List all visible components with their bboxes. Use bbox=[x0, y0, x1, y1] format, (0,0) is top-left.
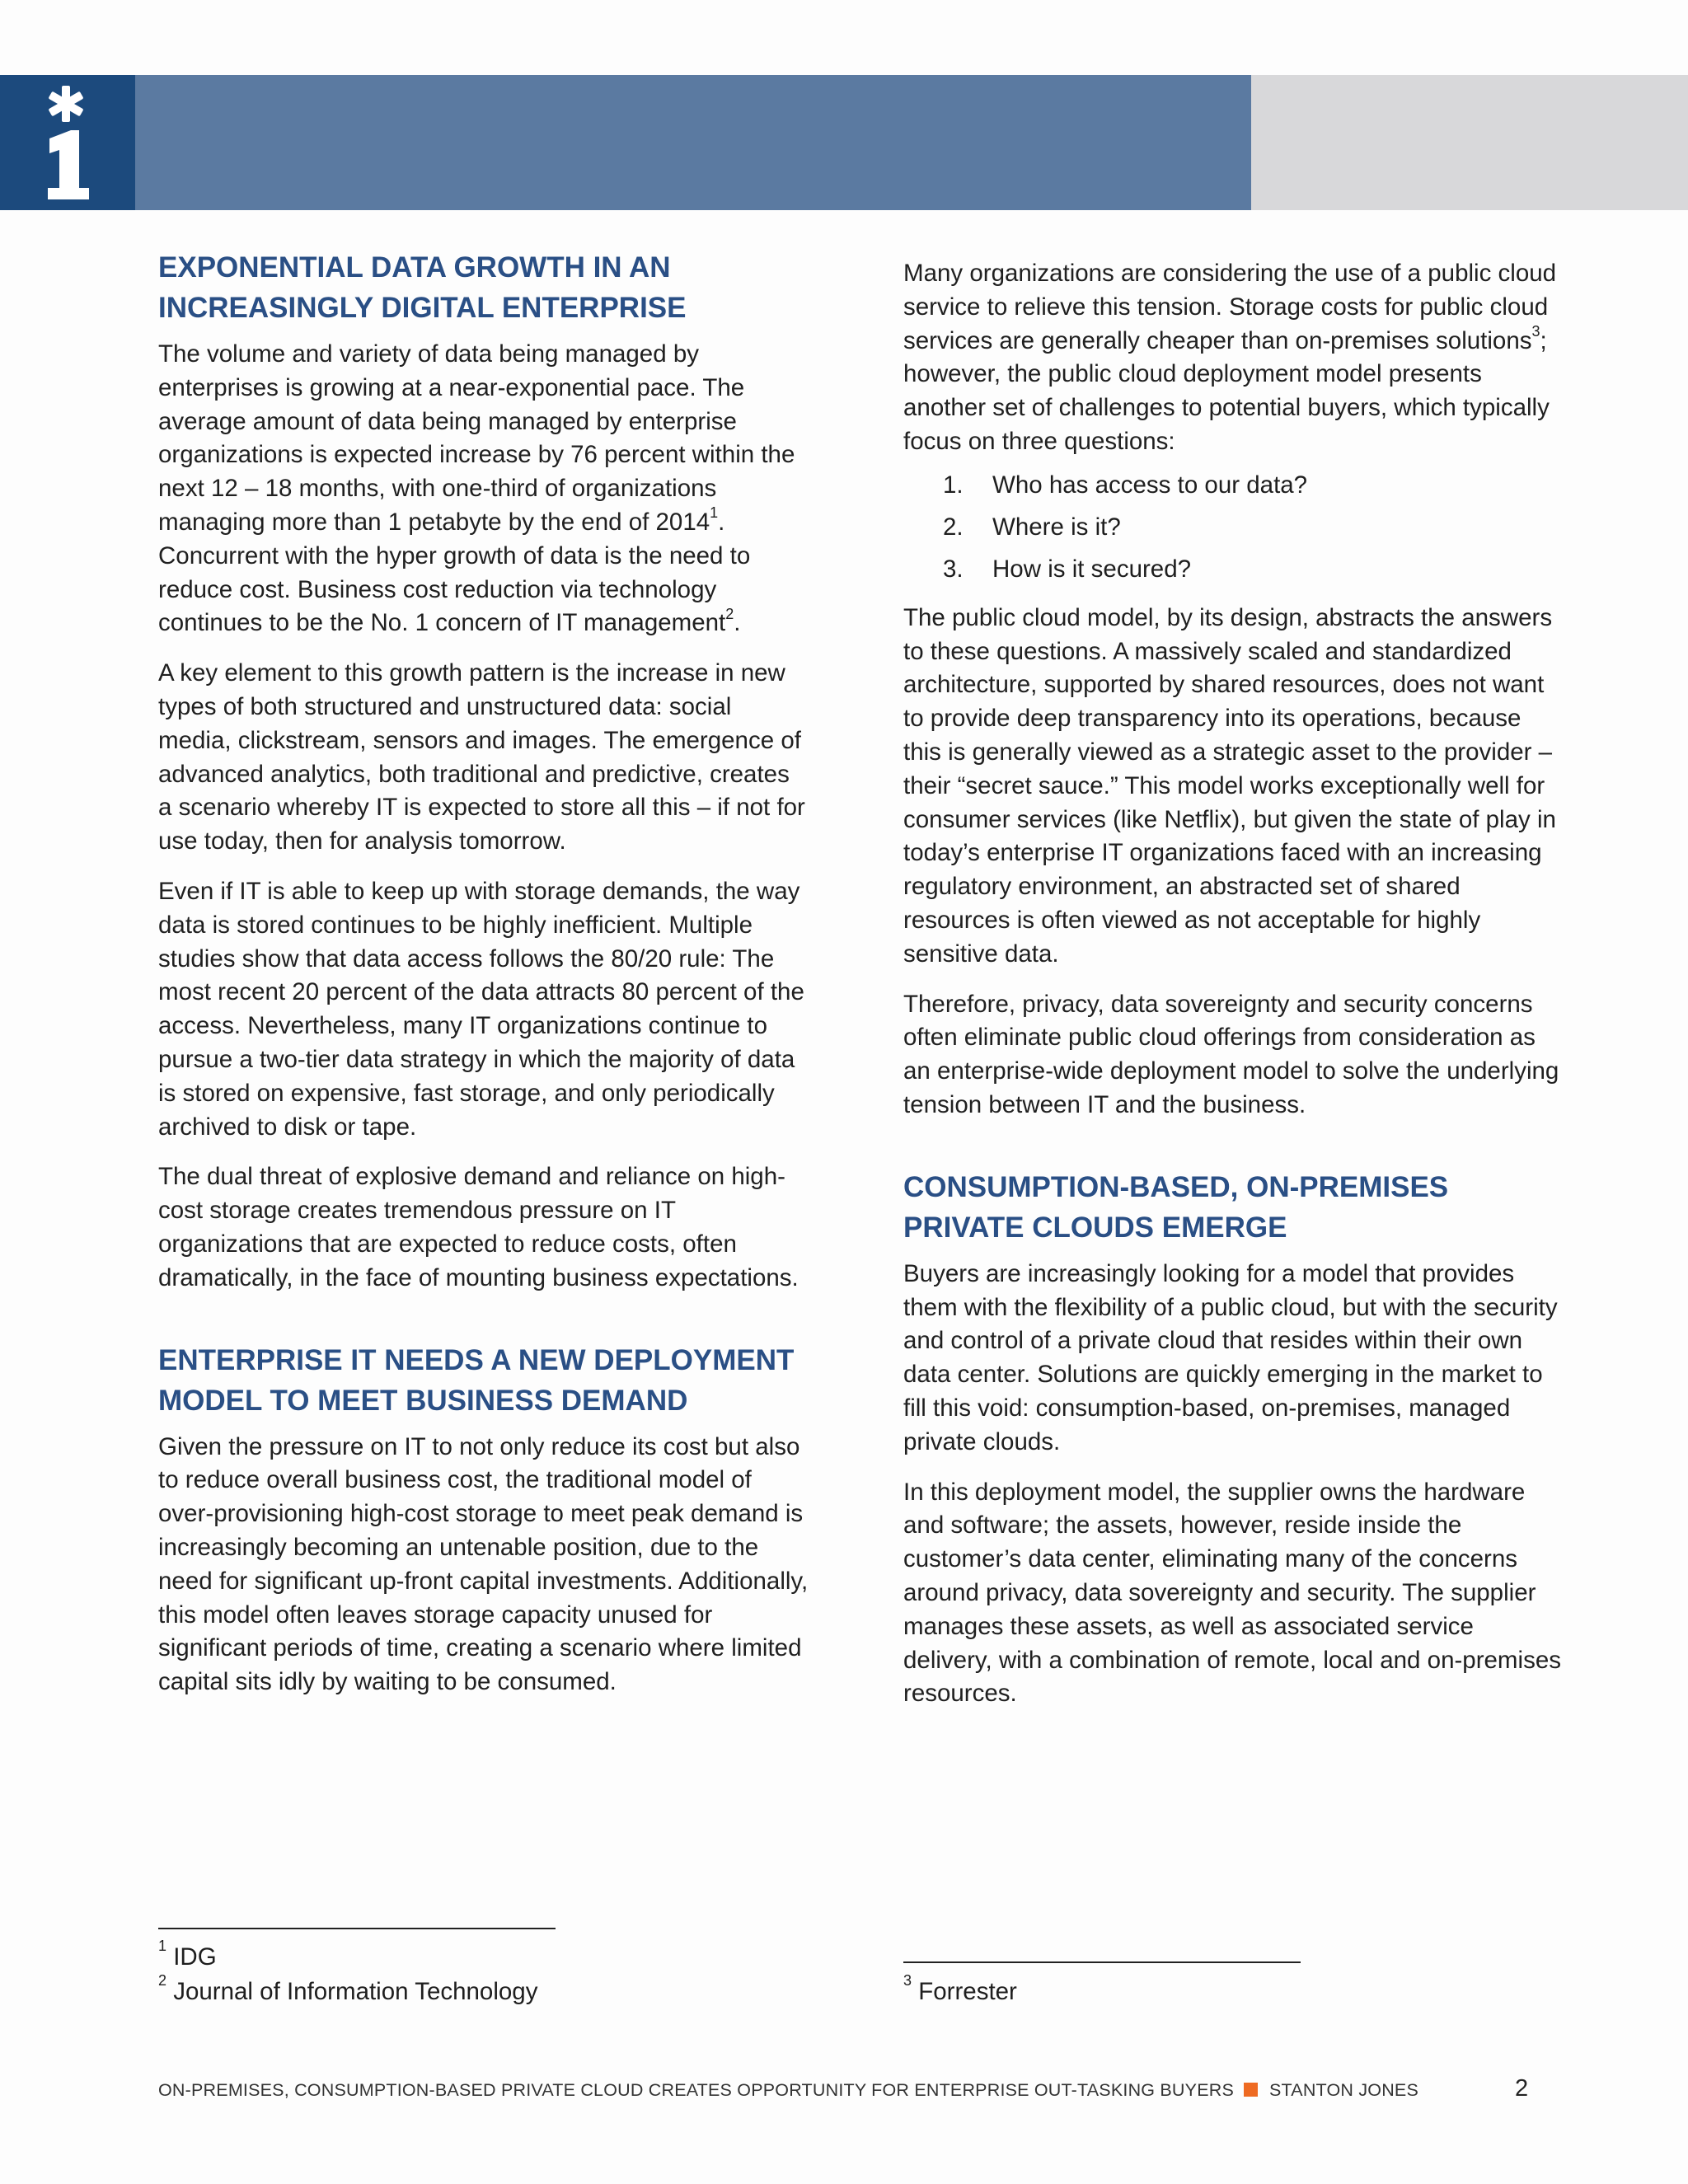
paragraph: The dual threat of explosive demand and reliance on high-cost storage creates tremendous pressure on IT organizations that are expected to reduce costs, often dramatically, in the face of mounting business expectations. bbox=[158, 1163, 799, 1291]
footnote-ref[interactable]: 2 bbox=[725, 605, 734, 622]
paragraph: Given the pressure on IT to not only reduce its cost but also to reduce overall business cost, the traditional model of over-provisioning high-cost storage to meet peak demand is increasingly becoming an untenable position, due to the need for significant up-front capital investments. Additionally, this model often leaves storage capacity unused for significant periods of time, creating a scenario where limited capital sits idly by waiting to be consumed. bbox=[158, 1432, 809, 1696]
footnote: $^2$ Journal of Information Technology bbox=[158, 1972, 538, 2005]
section-heading: CONSUMPTION-BASED, ON-PREMISES PRIVATE CLOUDS EMERGE bbox=[903, 1170, 1449, 1244]
right-column bbox=[903, 257, 1563, 1711]
header-banner-gray bbox=[1251, 75, 1688, 210]
footnote: $^1$ IDG bbox=[158, 1938, 217, 1971]
footnote-ref[interactable]: 3 bbox=[1531, 322, 1540, 340]
paragraph: Buyers are increasingly looking for a model that provides them with the flexibility of a public cloud, but with the security and control of a private cloud that resides within their own data center. Solutions are quickly emerging in the market to fill this void: consumption-based, on-premises, managed private clouds. bbox=[903, 1259, 1558, 1455]
header-banner bbox=[135, 75, 1251, 210]
paragraph: Therefore, privacy, data sovereignty and security concerns often eliminate public cloud offerings from consideration as an enterprise-wide deployment model to solve the underlying tension between IT and the business. bbox=[903, 990, 1559, 1118]
list-item: 2. Where is it? bbox=[943, 513, 1121, 541]
section-heading: EXPONENTIAL DATA GROWTH IN AN INCREASINGLY DIGITAL ENTERPRISE bbox=[158, 251, 687, 324]
paragraph: In this deployment model, the supplier owns the hardware and software; the assets, however, reside inside the customer’s data center, eliminating many of the concerns around privacy, data sovereignty and security. The supplier manages these assets, as well as associated service delivery, with a combination of remote, local and on-premises resources. bbox=[903, 1478, 1561, 1708]
orange-square-icon bbox=[1244, 2083, 1258, 2097]
footnote-divider bbox=[158, 1928, 556, 1929]
paragraph: The public cloud model, by its design, abstracts the answers to these questions. A massively scaled and standardized architecture, supported by shared resources, does not want to provide deep transparency into its operations, because this is generally viewed as a strategic asset to the provider – their “secret sauce.” This model works exceptionally well for consumer services (like Netflix), but given the state of play in today’s enterprise IT organizations faced with an increasing regulatory environment, an abstracted set of shared resources is often viewed as not acceptable for highly sensitive data. bbox=[903, 603, 1556, 968]
left-column bbox=[158, 247, 809, 1699]
list-item: 1. Who has access to our data? bbox=[943, 471, 1308, 499]
paragraph: Many organizations are considering the use of a public cloud service to relieve this tension. Storage costs for public cloud services are generally cheaper than on-premises solutions$^3$; however, the public cloud deployment model presents another set of challenges to potential buyers, which typically focus on three questions: bbox=[903, 260, 1557, 455]
footer-title: ON-PREMISES, CONSUMPTION-BASED PRIVATE CLOUD CREATES OPPORTUNITY FOR ENTERPRISE OUT-TASKING BUYERS bbox=[158, 2080, 1235, 2100]
asterisk-i-logo-icon bbox=[43, 84, 92, 201]
paragraph: The volume and variety of data being managed by enterprises is growing at a near-exponential pace. The average amount of data being managed by enterprise organizations is expected increase by 76 percent within the next 12 – 18 months, with one-third of organizations managing more than 1 petabyte by the end of 2014$^1$. Concurrent with the hyper growth of data is the need to reduce cost. Business cost reduction via technology continues to be the No. 1 concern of IT management$^2$. bbox=[158, 340, 795, 637]
list-item: 3. How is it secured? bbox=[943, 555, 1192, 583]
section-heading: ENTERPRISE IT NEEDS A NEW DEPLOYMENT MODEL TO MEET BUSINESS DEMAND bbox=[158, 1343, 795, 1417]
page-footer bbox=[158, 2080, 1418, 2101]
question-list bbox=[903, 464, 1563, 590]
footer-author: STANTON JONES bbox=[1269, 2080, 1419, 2100]
footnote: $^3$ Forrester bbox=[903, 1972, 1017, 2005]
page-number: 2 bbox=[1515, 2075, 1529, 2102]
footnote-divider bbox=[903, 1961, 1301, 1963]
footnote-ref[interactable]: 1 bbox=[710, 504, 719, 522]
paragraph: Even if IT is able to keep up with storage demands, the way data is stored continues to be highly inefficient. Multiple studies show that data access follows the 80/20 rule: The most recent 20 percent of the data attracts 80 percent of the access. Nevertheless, many IT organizations continue to pursue a two-tier data strategy in which the majority of data is stored on expensive, fast storage, and only periodically archived to disk or tape. bbox=[158, 877, 804, 1141]
paragraph: A key element to this growth pattern is the increase in new types of both structured and unstructured data: social media, clickstream, sensors and images. The emergence of advanced analytics, both traditional and predictive, creates a scenario whereby IT is expected to store all this – if not for use today, then for analysis tomorrow. bbox=[158, 659, 805, 855]
